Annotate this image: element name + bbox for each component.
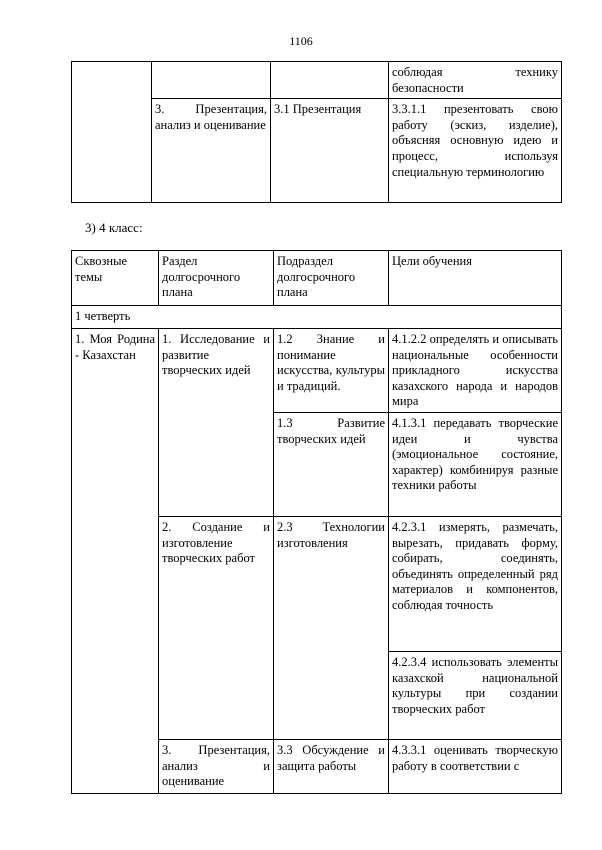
table-cell-subsection: 3.3 Обсуждение и защита работы xyxy=(274,739,389,793)
table-cell-objective: 4.2.3.4 использовать элементы казахской национальной культуры при создании творческих работ xyxy=(389,651,562,739)
table-cell-section: 3. Презентация, анализ и оценивание xyxy=(152,99,271,203)
table-cell-section-empty xyxy=(152,62,271,99)
table-cell-objective: 3.3.1.1 презентовать свою работу (эскиз, изделие), объясняя основную идею и процесс, используя специальную терминологию xyxy=(389,99,562,203)
table-header-row xyxy=(72,251,562,306)
table-cell-theme: 1. Моя Родина - Казахстан xyxy=(72,329,159,794)
table-row xyxy=(72,62,562,99)
table-cell-section: 3. Презентация, анализ и оценивание xyxy=(159,739,274,793)
section-label: 3) 4 класс: xyxy=(85,220,143,235)
header-themes: Сквозные темы xyxy=(72,251,159,306)
table-cell-subsection-empty xyxy=(271,62,389,99)
header-section: Раздел долгосрочного плана xyxy=(159,251,274,306)
table-cell-subsection: 1.3 Развитие творческих идей xyxy=(274,412,389,516)
table-cell-objective: 4.1.2.2 определять и описывать национальные особенности прикладного искусства казахского народа и народов мира xyxy=(389,329,562,413)
quarter-row xyxy=(72,306,562,329)
table-cell-subsection: 2.3 Технологии изготовления xyxy=(274,516,389,739)
table-row xyxy=(72,329,562,413)
page-number: 1106 xyxy=(289,34,313,48)
table-cell-section: 2. Создание и изготовление творческих работ xyxy=(159,516,274,739)
table-cell-objective: 4.2.3.1 измерять, размечать, вырезать, придавать форму, собирать, соединять, объединять определенный ряд материалов и компонентов, соблюдая точность xyxy=(389,516,562,651)
table-cell-subsection: 3.1 Презентация xyxy=(271,99,389,203)
table-cell-section: 1. Исследование и развитие творческих идей xyxy=(159,329,274,517)
table-cell-themes-empty xyxy=(72,62,152,203)
header-subsection: Подраздел долгосрочного плана xyxy=(274,251,389,306)
table-cell-objective: 4.3.3.1 оценивать творческую работу в соответствии с xyxy=(389,739,562,793)
quarter-label: 1 четверть xyxy=(72,306,562,329)
table-continuation xyxy=(71,61,562,203)
table-cell-subsection: 1.2 Знание и понимание искусства, культуры и традиций. xyxy=(274,329,389,413)
curriculum-table xyxy=(71,250,562,794)
table-cell-objective: соблюдая технику безопасности xyxy=(389,62,562,99)
table-cell-objective: 4.1.3.1 передавать творческие идеи и чувства (эмоциональное состояние, характер) комбинируя разные техники работы xyxy=(389,412,562,516)
header-objectives: Цели обучения xyxy=(389,251,562,306)
